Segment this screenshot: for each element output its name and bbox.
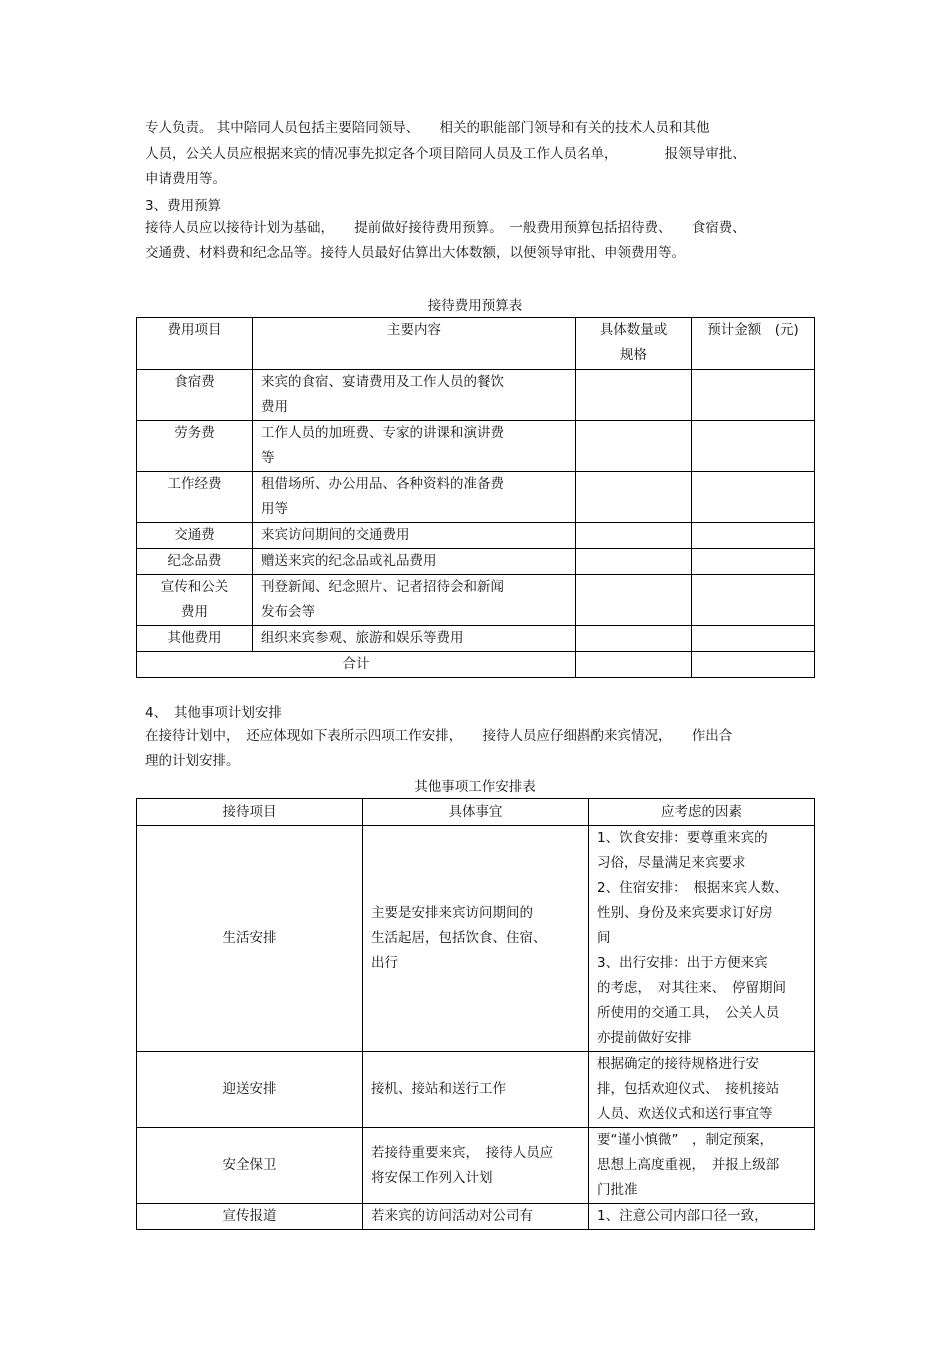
table-row (137, 1052, 815, 1128)
factor-line: 亦提前做好安排 (597, 1030, 692, 1046)
budget-content-line2: 用等 (261, 501, 288, 517)
other-header-factors: 应考虑的因素 (589, 799, 815, 826)
other-detail-cell (363, 826, 589, 1052)
factor-line: 间 (597, 930, 611, 946)
budget-table (136, 317, 815, 678)
budget-qty-cell (576, 370, 692, 421)
budget-qty-cell (576, 626, 692, 652)
intro-line-3: 申请费用等。 (145, 171, 226, 187)
other-header-detail: 具体事宜 (363, 799, 589, 826)
budget-header-qty-line1: 具体数量或 (599, 322, 668, 338)
budget-content-line1: 租借场所、办公用品、各种资料的准备费 (261, 476, 504, 492)
budget-content-line1: 刊登新闻、纪念照片、记者招待会和新闻 (261, 579, 504, 595)
budget-total-amount (692, 652, 815, 678)
budget-header-row (137, 318, 815, 370)
budget-qty-cell (576, 549, 692, 575)
section3-line-2: 交通费、材料费和纪念品等。接待人员最好估算出大体数额，以便领导审批、申领费用等。 (145, 245, 685, 261)
budget-amount-cell (692, 549, 815, 575)
other-factors-cell (589, 1052, 815, 1128)
other-detail-cell (363, 1052, 589, 1128)
budget-content-line2: 发布会等 (261, 604, 315, 620)
detail-line: 将安保工作列入计划 (371, 1169, 493, 1186)
other-table-caption: 其他事项工作安排表 (414, 779, 536, 795)
budget-content-cell: 赠送来宾的纪念品或礼品费用 (253, 549, 576, 575)
factor-line: 2、住宿安排： 根据来宾人数、 (597, 880, 788, 896)
table-row (137, 575, 815, 626)
table-row (137, 472, 815, 523)
budget-item-cell: 其他费用 (137, 626, 253, 652)
other-detail-cell (363, 1128, 589, 1204)
budget-amount-cell (692, 421, 815, 472)
budget-table-caption: 接待费用预算表 (427, 298, 523, 314)
budget-content-cell (253, 370, 576, 421)
factor-line: 门批准 (597, 1182, 638, 1198)
budget-total-row (137, 652, 815, 678)
budget-content-line1: 来宾的食宿、宴请费用及工作人员的餐饮 (261, 374, 504, 390)
factor-block (597, 951, 814, 1051)
budget-qty-cell (576, 523, 692, 549)
budget-item-cell (137, 370, 253, 421)
detail-line: 若来宾的访问活动对公司有 (371, 1208, 533, 1224)
budget-item-cell: 纪念品费 (137, 549, 253, 575)
factor-line: 人员、欢送仪式和送行事宜等 (597, 1106, 773, 1122)
factor-line: 习俗，尽量满足来宾要求 (597, 855, 746, 871)
table-row (137, 370, 815, 421)
budget-content-cell: 组织来宾参观、旅游和娱乐等费用 (253, 626, 576, 652)
budget-qty-cell (576, 575, 692, 626)
factor-line: 的考虑， 对其往来、 停留期间 (597, 980, 786, 996)
other-header-item: 接待项目 (137, 799, 363, 826)
budget-item-cell (137, 472, 253, 523)
budget-qty-cell (576, 472, 692, 523)
factor-line: 1、饮食安排：要尊重来宾的 (597, 830, 768, 846)
budget-content-cell (253, 472, 576, 523)
factor-line: 排，包括欢迎仪式、 接机接站 (597, 1081, 780, 1097)
section3-heading: 3、费用预算 (145, 198, 222, 214)
other-item-cell: 安全保卫 (137, 1128, 363, 1204)
budget-amount-cell (692, 575, 815, 626)
table-row (137, 1204, 815, 1230)
table-row (137, 549, 815, 575)
section4-line-2: 理的计划安排。 (145, 753, 240, 769)
detail-line: 接机、接站和送行工作 (371, 1081, 506, 1097)
budget-header-content: 主要内容 (253, 318, 576, 370)
budget-amount-cell (692, 523, 815, 549)
factor-block (597, 876, 814, 951)
detail-line: 主要是安排来宾访问期间的 (371, 905, 533, 921)
other-factors-cell (589, 1128, 815, 1204)
table-row (137, 421, 815, 472)
detail-line: 若接待重要来宾， 接待人员应 (371, 1144, 554, 1161)
budget-item-line1: 宣传和公关 (160, 579, 229, 595)
budget-header-amount: 预计金额 (元) (692, 318, 815, 370)
section4-line-1: 在接待计划中， 还应体现如下表所示四项工作安排， 接待人员应仔细斟酌来宾情况， 作出合 (145, 728, 733, 744)
budget-total-label: 合计 (137, 652, 576, 678)
detail-line: 出行 (371, 955, 398, 971)
table-row (137, 626, 815, 652)
budget-amount-cell (692, 626, 815, 652)
other-item-cell: 生活安排 (137, 826, 363, 1052)
table-row (137, 826, 815, 1052)
factor-line: 要“谨小慎微” ，制定预案， (597, 1132, 773, 1148)
budget-content-line2: 费用 (261, 399, 288, 415)
budget-item-cell (137, 575, 253, 626)
other-header-row (137, 799, 815, 826)
budget-header-qty (576, 318, 692, 370)
budget-header-item: 费用项目 (137, 318, 253, 370)
section4-heading: 4、 其他事项计划安排 (145, 705, 282, 721)
budget-item-line1: 食宿费 (174, 374, 215, 390)
intro-line-2: 人员，公关人员应根据来宾的情况事先拟定各个项目陪同人员及工作人员名单， 报领导审批、 (145, 146, 746, 162)
budget-item-cell: 交通费 (137, 523, 253, 549)
budget-total-qty (576, 652, 692, 678)
factor-line: 1、注意公司内部口径一致， (597, 1208, 768, 1224)
other-factors-cell (589, 826, 815, 1052)
budget-amount-cell (692, 472, 815, 523)
section3-line-1: 接待人员应以接待计划为基础， 提前做好接待费用预算。 一般费用预算包括招待费、 食宿费、 (145, 220, 746, 236)
factor-block (597, 826, 814, 876)
other-item-cell: 迎送安排 (137, 1052, 363, 1128)
factor-line: 所使用的交通工具， 公关人员 (597, 1005, 780, 1021)
factor-line: 性别、身份及来宾要求订好房 (597, 905, 773, 921)
budget-amount-cell (692, 370, 815, 421)
budget-content-line1: 工作人员的加班费、专家的讲课和演讲费 (261, 425, 504, 441)
budget-content-cell (253, 421, 576, 472)
other-detail-cell (363, 1204, 589, 1230)
factor-line: 根据确定的接待规格进行安 (597, 1056, 759, 1072)
budget-header-qty-line2: 规格 (620, 347, 647, 363)
factor-line: 3、出行安排：出于方便来宾 (597, 955, 768, 971)
intro-line-1: 专人负责。 其中陪同人员包括主要陪同领导、 相关的职能部门领导和有关的技术人员和其他 (145, 120, 710, 136)
budget-qty-cell (576, 421, 692, 472)
table-row (137, 523, 815, 549)
budget-item-line1: 劳务费 (174, 425, 215, 441)
other-item-cell: 宣传报道 (137, 1204, 363, 1230)
budget-content-cell (253, 575, 576, 626)
other-table (136, 798, 815, 1230)
factor-line: 思想上高度重视， 并报上级部 (597, 1157, 780, 1173)
other-factors-cell (589, 1204, 815, 1230)
detail-line: 生活起居，包括饮食、住宿、 (371, 930, 547, 946)
budget-item-line2: 费用 (181, 604, 208, 620)
budget-item-line1: 工作经费 (167, 476, 222, 492)
budget-content-cell: 来宾访问期间的交通费用 (253, 523, 576, 549)
table-row (137, 1128, 815, 1204)
budget-content-line2: 等 (261, 450, 275, 466)
budget-item-cell (137, 421, 253, 472)
